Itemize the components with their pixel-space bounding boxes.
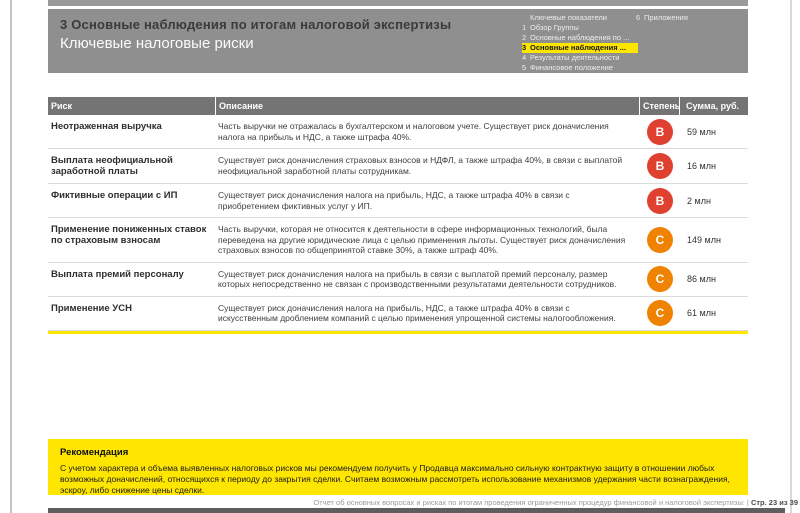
column-header-description: Описание	[216, 97, 640, 115]
risk-name: Выплата неофициальной заработной платы	[51, 155, 173, 177]
nav-item-tax-observations-active[interactable]	[522, 43, 638, 53]
page-footer	[48, 498, 798, 507]
risk-description: Существует риск доначисления налога на прибыль, НДС, а также штрафа 40% в связи с искусственным дроблением компаний с целью применения упрощенной системы налогообложения.	[218, 302, 616, 323]
nav-item-financial-observations[interactable]	[522, 33, 638, 43]
risk-amount: 16 млн	[687, 161, 716, 171]
risk-description: Существует риск доначисления налога на прибыль в связи с выплатой премий персоналу, размер которых непосредственно не связан с производственными результатами деятельности сотрудников.	[218, 268, 617, 289]
table-header-row	[48, 97, 748, 115]
table-row	[48, 149, 748, 184]
nav-item-number: 1	[522, 23, 527, 32]
nav-item-financial-position[interactable]	[522, 63, 638, 73]
next-page-fragment	[48, 508, 785, 513]
tax-risks-table	[48, 97, 748, 334]
risk-name: Фиктивные операции с ИП	[51, 190, 178, 201]
risk-amount: 149 млн	[687, 234, 721, 245]
risk-description: Существует риск доначисления страховых взносов и НДФЛ, а также штрафа 40%, в связи с выплатой неофициальной заработной платы сотрудникам.	[218, 155, 623, 176]
risk-name: Применение УСН	[51, 302, 132, 314]
recommendation-box	[48, 439, 748, 495]
table-row	[48, 184, 748, 218]
section-title: 3 Основные наблюдения по итогам налоговой экспертизы	[60, 17, 452, 32]
table-row	[48, 115, 748, 149]
nav-item-number: 5	[522, 63, 527, 72]
grade-badge-icon: С	[647, 266, 673, 292]
grade-cell	[640, 297, 680, 330]
grade-cell	[640, 218, 680, 262]
risk-name: Неотраженная выручка	[51, 121, 162, 132]
nav-item-label: Основные наблюдения ...	[530, 43, 626, 52]
nav-item-label: Основные наблюдения по ...	[530, 33, 630, 42]
footer-page-number: Стр. 23 из 39	[750, 498, 798, 507]
risk-amount: 2 млн	[687, 195, 711, 206]
grade-badge-icon: В	[647, 153, 673, 179]
nav-item-group-overview[interactable]	[522, 23, 638, 33]
risk-name: Выплата премий персоналу	[51, 268, 184, 280]
column-header-amount: Сумма, руб.	[686, 101, 740, 111]
nav-item-label: Финансовое положение	[530, 63, 613, 72]
slide-subtitle: Ключевые налоговые риски	[60, 35, 254, 52]
risk-description: Существует риск доначисления налога на прибыль, НДС, а также штрафа 40% в связи с приобретением фиктивных услуг у ИП.	[218, 190, 570, 211]
column-header-risk: Риск	[48, 97, 216, 115]
recommendation-title: Рекомендация	[60, 447, 129, 458]
page-right-edge-line	[790, 0, 792, 513]
table-row	[48, 297, 748, 331]
section-nav	[522, 13, 638, 73]
grade-badge-icon: В	[647, 119, 673, 145]
risk-amount: 59 млн	[687, 126, 716, 137]
recommendation-text: С учетом характера и объема выявленных налоговых рисков мы рекомендуем получить у Продавца максимально сильную контрактную защиту в отношении любых возможных доначислений, относящихся к периоду до закрытия сделки. Считаем возможным рассмотреть использование механизмов удержания части вознаграждения, эскроу, либо снижение цены сделки.	[60, 463, 730, 495]
nav-item-label: Приложения	[644, 13, 688, 22]
footer-report-label: Отчет об основных вопросах и рисках по итогам проведения ограниченных процедур финансовой и налоговой экспертизы:	[313, 498, 745, 507]
nav-item-appendices[interactable]	[636, 13, 688, 23]
grade-badge-icon: С	[647, 300, 673, 326]
column-header-grade: Степень	[640, 97, 680, 115]
page-left-edge-line	[10, 0, 12, 513]
risk-amount: 61 млн	[687, 308, 716, 318]
slide-header	[48, 9, 748, 73]
grade-badge-icon: С	[647, 227, 673, 253]
grade-cell	[640, 184, 680, 217]
grade-cell	[640, 263, 680, 296]
previous-page-fragment	[48, 0, 748, 6]
nav-item-key-indicators[interactable]	[522, 13, 638, 23]
nav-item-number: 4	[522, 53, 527, 62]
grade-cell	[640, 115, 680, 148]
risk-description: Часть выручки, которая не относится к деятельности в сфере информационных технологий, была переведена на другие юридические лица с целью применения льготы. Существует риск доначисления страховых взносов по общепринятой ставке 30%, а также штраф 40%.	[218, 224, 626, 255]
nav-item-label: Ключевые показатели	[530, 13, 607, 22]
table-row	[48, 263, 748, 297]
risk-description: Часть выручки не отражалась в бухгалтерском и налоговом учете. Существует риск доначисления налога на прибыль и НДС, а также штрафа 40%.	[218, 121, 609, 142]
footer-separator: |	[744, 498, 751, 507]
nav-item-label: Результаты деятельности	[530, 53, 620, 62]
grade-cell	[640, 149, 680, 183]
nav-item-number: 3	[522, 43, 527, 52]
nav-item-number: 2	[522, 33, 527, 42]
nav-item-results[interactable]	[522, 53, 638, 63]
table-row	[48, 218, 748, 263]
grade-badge-icon: В	[647, 188, 673, 214]
risk-amount: 86 млн	[687, 274, 716, 284]
nav-item-number: 6	[636, 13, 641, 22]
risk-name: Применение пониженных ставок по страховым взносам	[51, 224, 207, 246]
nav-item-label: Обзор Группы	[530, 23, 579, 32]
